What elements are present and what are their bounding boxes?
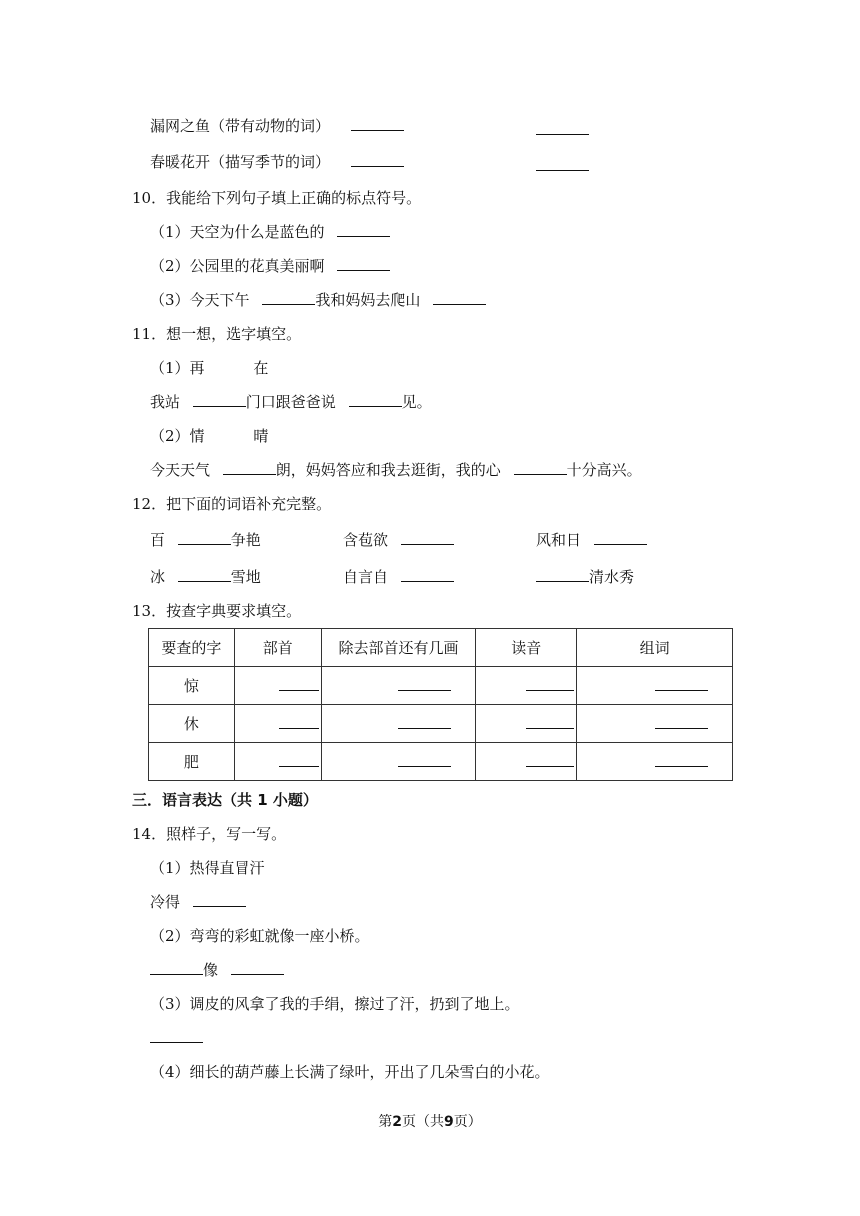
words-blank[interactable]: [655, 714, 708, 729]
q14-item-2-blank-a[interactable]: [150, 960, 203, 975]
q14-item-1-answer: [150, 892, 246, 912]
q9-row-2-label: 春暖花开（描写季节的词）: [150, 153, 331, 171]
header-char: 要查的字: [149, 629, 235, 667]
header-words: 组词: [577, 629, 733, 667]
q11-p2-sentence: [150, 460, 642, 480]
q14-item-3-blank[interactable]: [150, 1028, 203, 1043]
q14-title: 14．照样子，写一写。: [132, 825, 287, 843]
q12-r2-c3-post: 清水秀: [589, 568, 635, 586]
q9-row-1: [150, 116, 404, 136]
q12-r2-c2-blank[interactable]: [401, 567, 454, 582]
q14-item-2-blank-b[interactable]: [231, 960, 284, 975]
q11-p1-blank-2[interactable]: [349, 392, 402, 407]
pronunciation-blank[interactable]: [526, 714, 574, 729]
q11-p2-s3: 十分高兴。: [566, 461, 642, 479]
radical-blank[interactable]: [279, 752, 319, 767]
q10-item-2: [150, 256, 390, 276]
char-cell: 休: [149, 705, 235, 743]
radical-blank[interactable]: [279, 676, 319, 691]
q14-item-4: （4）细长的葫芦藤上长满了绿叶，开出了几朵雪白的小花。: [150, 1063, 550, 1081]
footer-page-number: 2: [392, 1114, 402, 1130]
q10-item-3: [150, 290, 486, 310]
page-footer: [0, 1111, 860, 1131]
strokes-blank[interactable]: [398, 676, 451, 691]
q12-r2-c2: [343, 567, 454, 587]
pronunciation-cell[interactable]: [476, 743, 577, 781]
radical-cell[interactable]: [234, 705, 321, 743]
q12-r1-c2-pre: 含苞欲: [343, 531, 389, 549]
q11-p1-s3: 见。: [401, 393, 432, 411]
strokes-cell[interactable]: [321, 743, 476, 781]
radical-blank[interactable]: [279, 714, 319, 729]
q12-r2-c1: [150, 567, 261, 587]
q12-r1-c1-post: 争艳: [230, 531, 261, 549]
pronunciation-blank[interactable]: [526, 752, 574, 767]
q12-r1-c1-blank[interactable]: [178, 530, 231, 545]
table-row: [149, 667, 733, 705]
q14-item-2: （2）弯弯的彩虹就像一座小桥。: [150, 927, 370, 945]
char-cell: 肥: [149, 743, 235, 781]
table-row: [149, 743, 733, 781]
footer-mid: 页（共: [402, 1114, 444, 1130]
footer-post: 页）: [453, 1114, 482, 1130]
strokes-blank[interactable]: [398, 752, 451, 767]
q14-item-1: （1）热得直冒汗: [150, 859, 265, 877]
strokes-cell[interactable]: [321, 667, 476, 705]
header-strokes: 除去部首还有几画: [321, 629, 476, 667]
q11-p2-blank-1[interactable]: [223, 460, 276, 475]
q10-item-3-blank-a[interactable]: [262, 290, 315, 305]
q14-item-3-answer: [150, 1028, 203, 1048]
q10-item-1: [150, 222, 390, 242]
q9-row-2-blank-b[interactable]: [536, 156, 589, 171]
q14-item-1-prefix: 冷得: [150, 893, 181, 911]
section-3-heading: 三．语言表达（共 1 小题）: [132, 791, 318, 809]
q12-r2-c1-blank[interactable]: [178, 567, 231, 582]
q12-r1-c1-pre: 百: [150, 531, 166, 549]
words-cell[interactable]: [577, 743, 733, 781]
footer-total-pages: 9: [444, 1114, 454, 1130]
char-cell: 惊: [149, 667, 235, 705]
q12-r1-c1: [150, 530, 261, 550]
words-blank[interactable]: [655, 676, 708, 691]
table-row: [149, 705, 733, 743]
q11-p1-s2: 门口跟爸爸说: [245, 393, 336, 411]
q11-p2-label: （2）情: [150, 427, 205, 445]
radical-cell[interactable]: [234, 743, 321, 781]
header-pronunciation: 读音: [476, 629, 577, 667]
q11-p1-label: （1）再: [150, 359, 205, 377]
q11-p2-s2: 朗，妈妈答应和我去逛街，我的心: [275, 461, 501, 479]
footer-pre: 第: [378, 1114, 393, 1130]
q12-r2-c1-pre: 冰: [150, 568, 166, 586]
q12-r1-c2-blank[interactable]: [401, 530, 454, 545]
q10-title: 10．我能给下列句子填上正确的标点符号。: [132, 189, 422, 207]
words-cell[interactable]: [577, 667, 733, 705]
q13-title: 13．按查字典要求填空。: [132, 602, 302, 620]
q12-r2-c3: [536, 567, 634, 587]
q9-row-2: [150, 152, 404, 172]
header-radical: 部首: [234, 629, 321, 667]
q10-item-1-text: （1）天空为什么是蓝色的: [150, 223, 325, 241]
q10-item-3-blank-b[interactable]: [433, 290, 486, 305]
pronunciation-cell[interactable]: [476, 667, 577, 705]
strokes-blank[interactable]: [398, 714, 451, 729]
q11-p2-options: [150, 426, 268, 446]
pronunciation-cell[interactable]: [476, 705, 577, 743]
q12-r1-c3-blank[interactable]: [594, 530, 647, 545]
q10-item-2-text: （2）公园里的花真美丽啊: [150, 257, 325, 275]
dictionary-table: [148, 628, 733, 781]
q14-item-3: （3）调皮的风拿了我的手绢，擦过了汗，扔到了地上。: [150, 995, 520, 1013]
words-blank[interactable]: [655, 752, 708, 767]
q12-r1-c2: [343, 530, 454, 550]
strokes-cell[interactable]: [321, 705, 476, 743]
q12-r2-c3-blank[interactable]: [536, 567, 589, 582]
q9-row-1-blank-b[interactable]: [536, 120, 589, 135]
q14-item-2-mid: 像: [203, 961, 219, 979]
q14-item-1-blank[interactable]: [193, 892, 246, 907]
q11-p1-sentence: [150, 392, 432, 412]
q12-r2-c1-post: 雪地: [230, 568, 261, 586]
q11-title: 11．想一想，选字填空。: [132, 325, 302, 343]
q11-p1-s1: 我站: [150, 393, 181, 411]
q9-row-1-blank-a[interactable]: [351, 116, 404, 131]
q11-p1-blank-1[interactable]: [193, 392, 246, 407]
q10-item-3-text-a: （3）今天下午: [150, 291, 250, 309]
q9-row-1-label: 漏网之鱼（带有动物的词）: [150, 117, 331, 135]
q12-r2-c2-pre: 自言自: [343, 568, 389, 586]
q12-r1-c3-pre: 风和日: [536, 531, 582, 549]
q11-p2-blank-2[interactable]: [514, 460, 567, 475]
table-header-row: [149, 629, 733, 667]
words-cell[interactable]: [577, 705, 733, 743]
q14-item-2-answer: [150, 960, 284, 980]
q12-r1-c3: [536, 530, 647, 550]
q10-item-1-blank[interactable]: [337, 222, 390, 237]
q12-title: 12．把下面的词语补充完整。: [132, 495, 332, 513]
q9-row-2-blank-a[interactable]: [351, 152, 404, 167]
q11-p2-s1: 今天天气: [150, 461, 211, 479]
q10-item-3-text-b: 我和妈妈去爬山: [315, 291, 421, 309]
pronunciation-blank[interactable]: [526, 676, 574, 691]
q11-p2-option: 晴: [253, 427, 269, 445]
radical-cell[interactable]: [234, 667, 321, 705]
q10-item-2-blank[interactable]: [337, 256, 390, 271]
q11-p1-option: 在: [253, 359, 269, 377]
q11-p1-options: [150, 358, 268, 378]
